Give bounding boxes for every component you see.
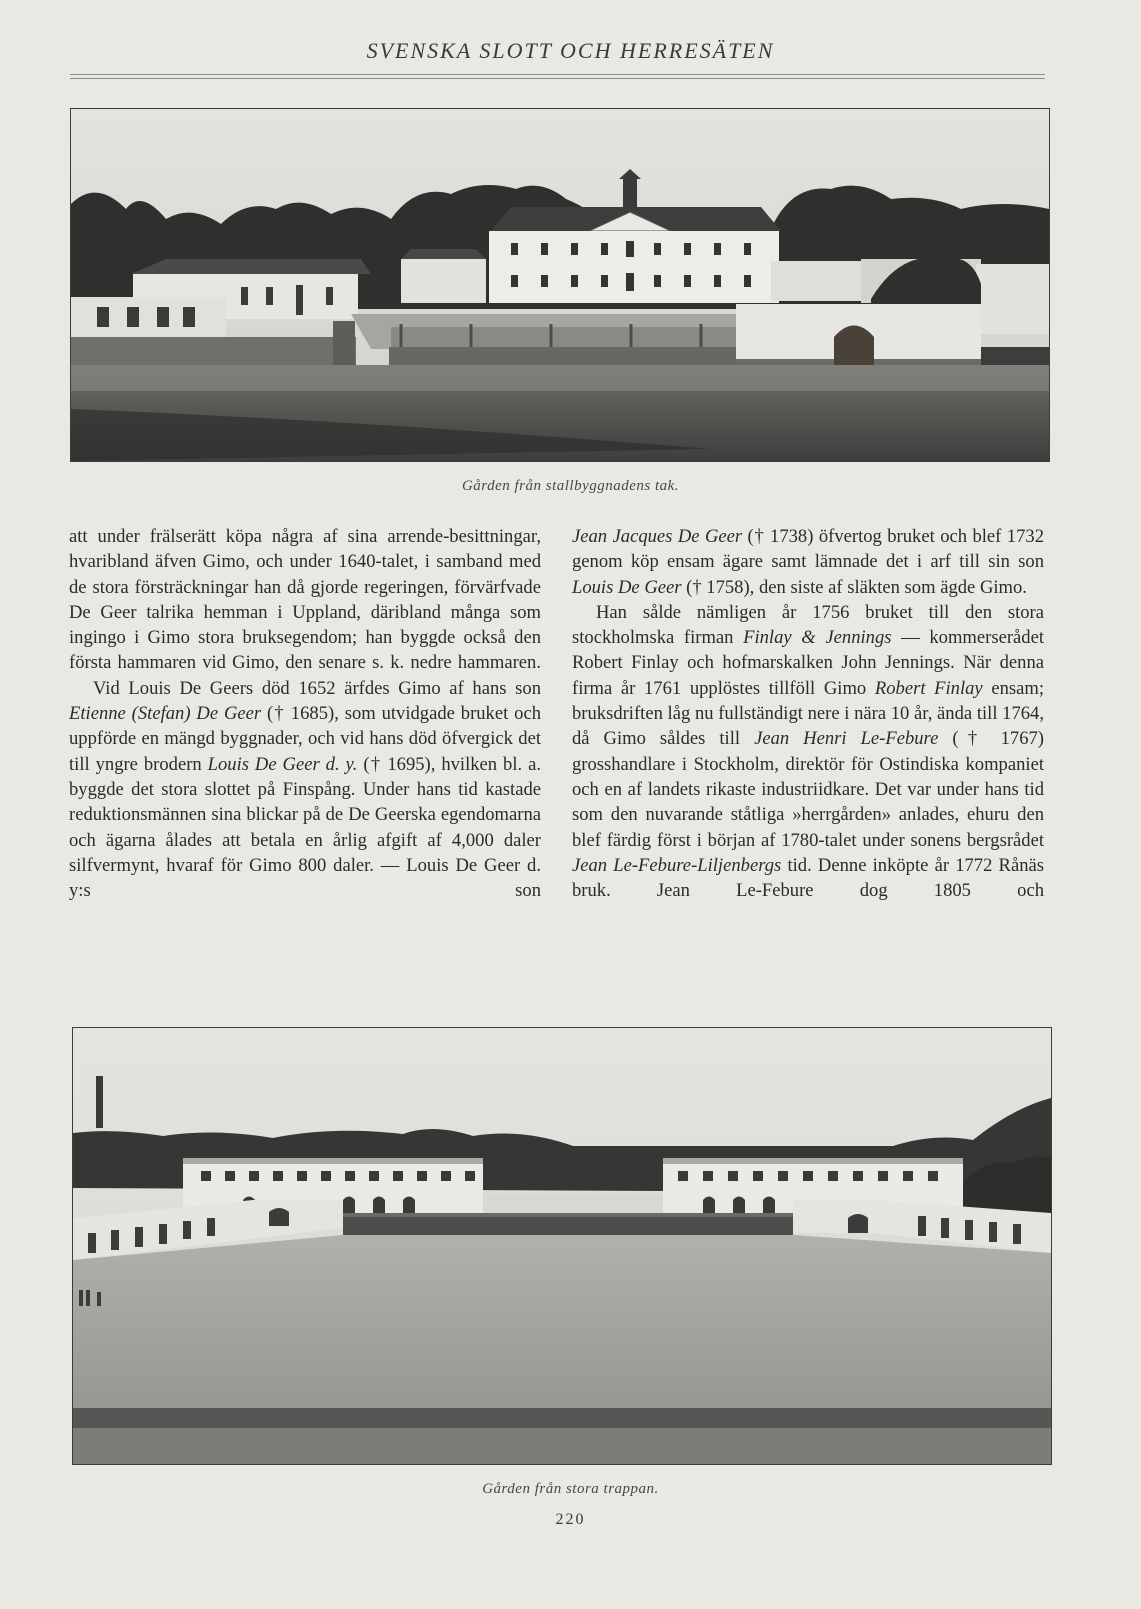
person-name: Etienne (Stefan) De Geer bbox=[69, 703, 262, 725]
text-run: Han sålde nämligen år 1756 bruket till den stora stockholmska firman bbox=[572, 601, 1044, 649]
text-run: († 1695), hvilken bl. a. byggde det stora slottet på Finspång. Under hans tid kastade reduktionsmännen sina blickar på de De Geerska egendomarna och ägarna ålades att betala en årlig afgift af 4,000 daler silfvermynt, hvaraf för Gimo 800 daler. — Louis De Geer d. y:s son bbox=[69, 753, 541, 902]
paragraph-1-right bbox=[572, 524, 1044, 600]
figure-caption-bottom: Gården från stora trappan. bbox=[482, 1481, 659, 1497]
photo-manor-from-stable-roof bbox=[70, 108, 1050, 462]
person-name: Louis De Geer bbox=[572, 576, 682, 598]
figure-caption-top: Gården från stallbyggnadens tak. bbox=[461, 478, 680, 494]
paragraph-1-left bbox=[69, 524, 541, 676]
text-run: († 1758), den siste af släkten som ägde Gimo. bbox=[681, 576, 1027, 598]
text-run: ensam; bruksdriften låg nu fullständigt nere i nära 10 år, ända till 1764, då Gimo såldes till bbox=[572, 677, 1044, 750]
text-run: († 1685), som utvidgade bruket och uppförde en mängd byggnader, och vid hans död öfvergick det till yngre brodern bbox=[69, 703, 541, 775]
text-run: att under frälserätt köpa några af sina arrende-besittningar, hvaribland äfven Gimo, och under 1640-talet, i samband med de stora försträckningar han då gjorde regeringen, förvärfvade De Geer talrika hemman i Uppland, däribland många som ingingo i Gimo stora bruksegendom; han byggde också den första hammaren vid Gimo, den senare s. k. nedre hammaren. bbox=[69, 526, 541, 674]
header-rule bbox=[70, 74, 1045, 79]
text-column-right bbox=[572, 524, 1044, 903]
firm-name: Finlay & Jennings bbox=[743, 627, 892, 649]
paragraph-2-right bbox=[572, 600, 1044, 904]
page-number: 220 bbox=[555, 1511, 586, 1528]
paragraph-2-left bbox=[69, 676, 541, 904]
text-run: († 1738) öfvertog bruket och blef 1732 genom köp ensam ägare samt lämnade det i arf till sin son bbox=[572, 526, 1044, 573]
manor-photo-drawing bbox=[71, 109, 1049, 461]
photo-courtyard-from-staircase bbox=[72, 1027, 1052, 1465]
text-run: Vid Louis De Geers död 1652 ärfdes Gimo af hans son bbox=[93, 677, 541, 699]
courtyard-photo-drawing bbox=[73, 1028, 1051, 1464]
person-name: Jean Jacques De Geer bbox=[572, 526, 743, 547]
person-name: Jean Henri Le-Febure bbox=[754, 728, 939, 750]
person-name: Robert Finlay bbox=[874, 677, 983, 699]
text-column-left bbox=[69, 524, 541, 903]
text-run: tid. Denne inköpte år 1772 Rånäs bruk. Jean Le-Febure dog 1805 och bbox=[572, 854, 1044, 902]
running-header: SVENSKA SLOTT OCH HERRESÄTEN bbox=[366, 38, 775, 63]
text-run: — kommerserådet Robert Finlay och hofmarskalken John Jennings. När denna firma år 1761 upplöstes tillföll Gimo bbox=[572, 627, 1044, 699]
text-run: († 1767) grosshandlare i Stockholm, direktör för Ostindiska kompaniet och en af landets rikaste industriidkare. Det var under hans tid som den nuvarande ståtliga »herrgården» anlades, ehuru den blef färdig först i början af 1780-talet under sonens bergsrådet bbox=[572, 728, 1044, 851]
person-name: Louis De Geer d. y. bbox=[207, 753, 358, 775]
person-name: Jean Le-Febure-Liljenbergs bbox=[572, 854, 782, 876]
